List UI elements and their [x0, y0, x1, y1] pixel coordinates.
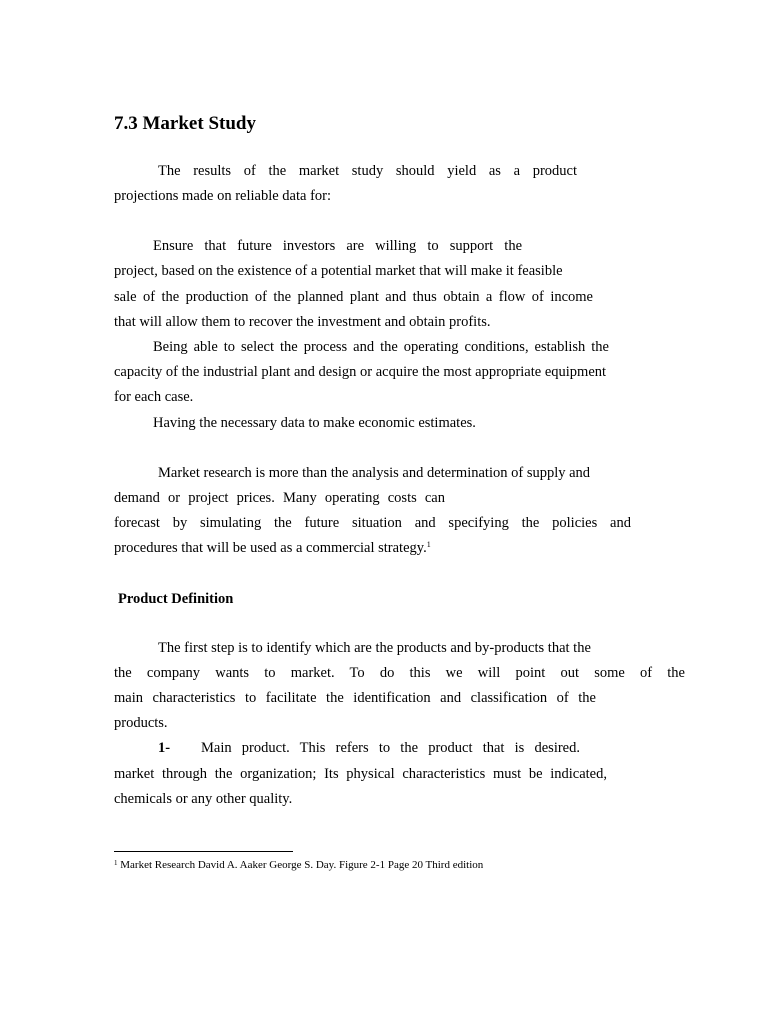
- paragraph-line: products.: [114, 715, 168, 731]
- paragraph-line: that will allow them to recover the investment and obtain profits.: [114, 314, 491, 330]
- paragraph-line: the company wants to market. To do this we will point out some of the: [114, 665, 685, 681]
- paragraph-line: main characteristics to facilitate the identification and classification of the: [114, 690, 596, 706]
- footnote-text: Market Research David A. Aaker George S. Day. Figure 2-1 Page 20 Third edition: [120, 859, 484, 871]
- paragraph-line: projections made on reliable data for:: [114, 188, 332, 204]
- paragraph-line: Ensure that future investors are willing to support the: [153, 238, 522, 254]
- paragraph-line: for each case.: [114, 389, 194, 405]
- paragraph-line: demand or project prices. Many operating costs can: [114, 490, 445, 506]
- paragraph-line: [114, 539, 431, 557]
- paragraph-line: Market research is more than the analysis and determination of supply and: [158, 465, 591, 481]
- paragraph-line: Having the necessary data to make economic estimates.: [153, 415, 476, 431]
- paragraph-line: chemicals or any other quality.: [114, 791, 293, 807]
- paragraph-line: The first step is to identify which are the products and by-products that the: [158, 640, 591, 656]
- paragraph-line: The results of the market study should yield as a product: [158, 163, 577, 179]
- footnote-reference: 1: [426, 540, 431, 549]
- paragraph-line: sale of the production of the planned plant and thus obtain a flow of income: [114, 289, 593, 305]
- footnote: [114, 858, 483, 872]
- paragraph-line-text: procedures that will be used as a commercial strategy.: [114, 540, 427, 556]
- item-number: 1-: [158, 740, 171, 756]
- footnote-separator: [114, 851, 293, 852]
- subsection-heading: Product Definition: [118, 591, 234, 607]
- item-text: Main product. This refers to the product that is desired.: [201, 740, 580, 756]
- paragraph-line: project, based on the existence of a potential market that will make it feasible: [114, 263, 563, 279]
- footnote-mark: 1: [114, 859, 118, 867]
- paragraph-line: forecast by simulating the future situation and specifying the policies and: [114, 515, 631, 531]
- numbered-item: [158, 739, 580, 757]
- paragraph-line: capacity of the industrial plant and design or acquire the most appropriate equipment: [114, 364, 607, 380]
- section-heading: 7.3 Market Study: [114, 113, 256, 134]
- paragraph-line: Being able to select the process and the operating conditions, establish the: [153, 339, 609, 355]
- paragraph-line: market through the organization; Its physical characteristics must be indicated,: [114, 766, 607, 782]
